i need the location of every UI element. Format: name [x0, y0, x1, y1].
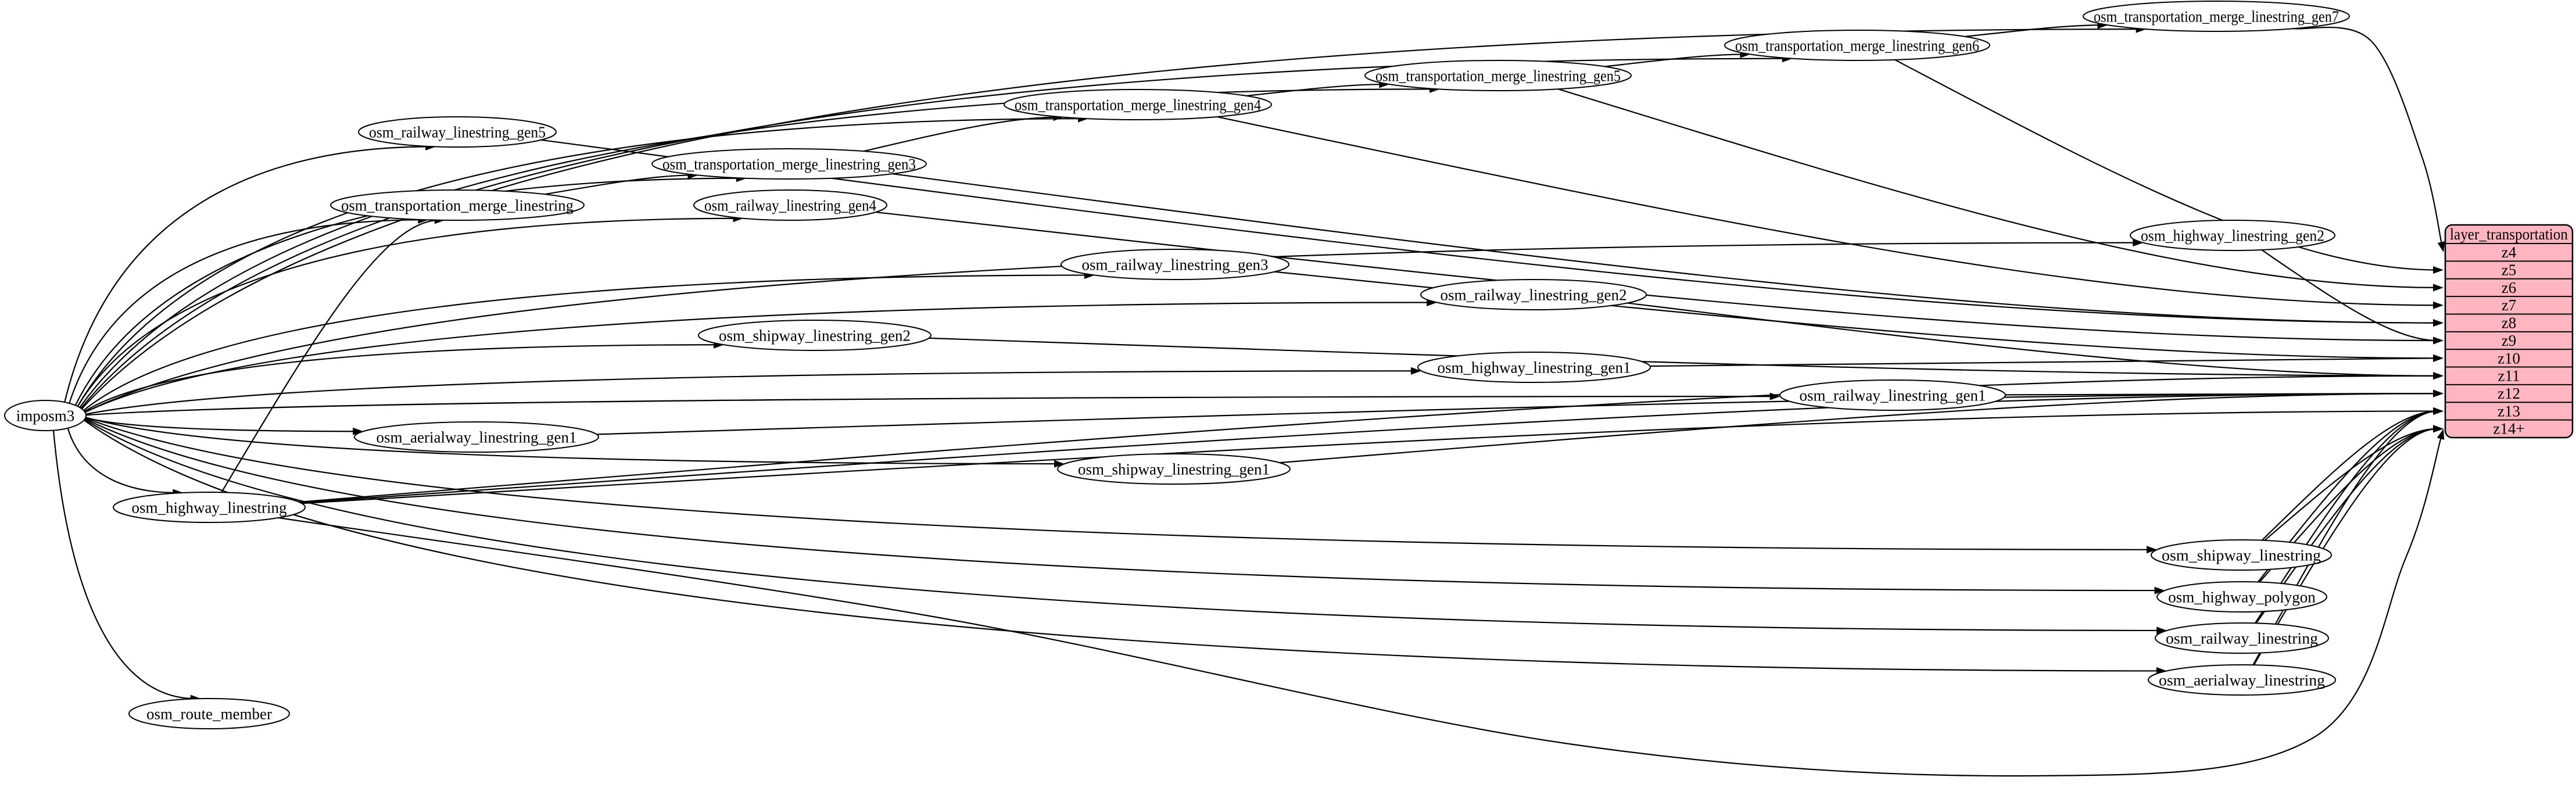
- node-osm_railway_linestring_gen3: [1061, 249, 1289, 280]
- table-row-z6: z6: [2501, 278, 2517, 296]
- node-osm_highway_linestring_gen2: [2130, 220, 2335, 250]
- edge-osm_railway_linestring_gen5-to-z8-arrowhead: [2433, 319, 2444, 327]
- edge-imposm3-to-osm_railway_linestring_gen3: [84, 271, 1095, 410]
- table-row-z9: z9: [2501, 331, 2517, 349]
- node-label: osm_railway_linestring_gen2: [1440, 286, 1627, 304]
- table-row-z7: z7: [2501, 296, 2517, 314]
- node-osm_railway_linestring_gen4: [694, 190, 887, 220]
- node-osm_transportation_merge_linestring_gen4: [1004, 89, 1271, 120]
- edge-osm_shipway_linestring-to-z13: [2262, 407, 2444, 540]
- node-osm_railway_linestring_gen5: [359, 117, 556, 147]
- edge-osm_transportation_merge_linestring-to-osm_transportation_merge_linestring_gen3: [545, 171, 698, 194]
- table-row-z13: z13: [2498, 402, 2520, 420]
- node-osm_highway_polygon: [2157, 582, 2327, 612]
- edge-osm_transportation_merge_linestring_gen6-to-z5-arrowhead: [2433, 266, 2444, 274]
- edge-osm_highway_linestring-to-z14+: [278, 429, 2444, 776]
- node-osm_route_member: [129, 699, 289, 729]
- node-osm_aerialway_linestring_gen1: [354, 422, 599, 452]
- edge-line: [929, 338, 2438, 376]
- node-osm_transportation_merge_linestring: [331, 190, 584, 220]
- edge-imposm3-to-osm_highway_linestring: [68, 428, 184, 497]
- node-label: osm_highway_polygon: [2168, 588, 2316, 606]
- node-label: osm_transportation_merge_linestring_gen3: [662, 155, 916, 173]
- node-label: osm_transportation_merge_linestring_gen5: [1375, 67, 1621, 85]
- node-osm_railway_linestring_gen2: [1421, 280, 1646, 310]
- edge-line: [1965, 25, 2102, 37]
- table-row-z5: z5: [2501, 261, 2517, 279]
- edge-osm_highway_linestring-to-z11: [299, 372, 2444, 502]
- edge-line: [1605, 54, 1745, 66]
- edge-osm_railway_linestring_gen4-to-z9-arrowhead: [2433, 337, 2444, 345]
- edge-osm_highway_linestring_gen2-to-z9: [2262, 250, 2444, 345]
- node-osm_transportation_merge_linestring_gen5: [1365, 60, 1631, 91]
- edge-osm_transportation_merge_linestring_gen7-to-z4: [2294, 27, 2445, 252]
- edge-osm_highway_polygon-to-z13-arrowhead: [2433, 407, 2444, 415]
- node-label: osm_shipway_linestring_gen1: [1078, 460, 1270, 478]
- edge-line: [300, 393, 2438, 503]
- node-label: imposm3: [16, 407, 75, 425]
- node-label: osm_highway_linestring: [131, 499, 287, 517]
- node-label: osm_railway_linestring_gen3: [1081, 256, 1269, 274]
- node-osm_highway_linestring: [113, 492, 305, 522]
- node-label: osm_shipway_linestring_gen2: [719, 327, 911, 345]
- node-osm_shipway_linestring_gen2: [698, 320, 931, 350]
- node-label: osm_railway_linestring: [2166, 629, 2318, 647]
- node-osm_shipway_linestring: [2151, 540, 2331, 570]
- node-osm_transportation_merge_linestring_gen3: [652, 149, 926, 179]
- edge-osm_transportation_merge_linestring_gen5-to-z6: [1558, 89, 2444, 291]
- node-label: osm_railway_linestring_gen4: [704, 196, 877, 214]
- edge-line: [69, 220, 422, 403]
- node-label: osm_transportation_merge_linestring_gen7: [2094, 8, 2339, 26]
- table-row-z10: z10: [2498, 349, 2520, 367]
- node-label: osm_transportation_merge_linestring_gen4: [1015, 96, 1262, 114]
- edge-line: [82, 29, 2141, 409]
- edge-osm_railway_linestring_gen2-to-z11: [1627, 303, 2444, 379]
- node-label: osm_railway_linestring_gen5: [369, 123, 546, 141]
- edge-line: [2265, 429, 2438, 540]
- node-label: osm_transportation_merge_linestring: [341, 196, 574, 214]
- edge-osm_shipway_linestring_gen1-to-z12-arrowhead: [2433, 390, 2444, 398]
- node-label: osm_highway_linestring_gen1: [1437, 359, 1631, 377]
- edge-osm_transportation_merge_linestring_gen4-to-osm_transportation_merge_linestring_gen5: [1246, 81, 1389, 96]
- node-osm_highway_linestring_gen1: [1418, 352, 1650, 382]
- table-row-z14+: z14+: [2493, 420, 2525, 438]
- edge-osm_shipway_linestring_gen2-to-z11: [929, 338, 2444, 379]
- edge-line: [68, 428, 178, 493]
- edge-line: [1217, 117, 2438, 305]
- edge-line: [86, 396, 1775, 415]
- node-label: osm_railway_linestring_gen1: [1799, 386, 1986, 404]
- edge-imposm3-to-osm_railway_linestring_gen1-arrowhead: [1770, 393, 1780, 400]
- edge-imposm3-to-osm_railway_linestring_gen5: [65, 143, 436, 402]
- node-label: osm_aerialway_linestring: [2159, 671, 2325, 689]
- table-row-z4: z4: [2501, 243, 2517, 262]
- edge-osm_transportation_merge_linestring_gen4-to-z7: [1217, 117, 2444, 309]
- edge-line: [2262, 250, 2438, 341]
- node-label: osm_highway_linestring_gen2: [2141, 227, 2324, 245]
- node-imposm3: [5, 400, 86, 431]
- edge-line: [85, 302, 1431, 412]
- node-osm_railway_linestring: [2155, 623, 2328, 653]
- edge-osm_transportation_merge_linestring_gen4-to-z7-arrowhead: [2433, 302, 2444, 309]
- node-osm_shipway_linestring_gen1: [1058, 454, 1290, 484]
- edge-osm_transportation_merge_linestring_gen5-to-z6-arrowhead: [2433, 284, 2444, 291]
- layer-table-title: layer_transportation: [2450, 225, 2568, 243]
- edge-osm_transportation_merge_linestring_gen7-to-z4-arrowhead: [2438, 241, 2445, 252]
- edge-line: [302, 411, 2438, 503]
- edge-osm_shipway_linestring_gen2-to-z11-arrowhead: [2433, 372, 2444, 379]
- layer-table: [2445, 225, 2573, 438]
- edge-imposm3-to-osm_railway_linestring_gen1: [86, 393, 1780, 416]
- node-osm_railway_linestring_gen1: [1780, 380, 2005, 410]
- node-osm_aerialway_linestring: [2148, 665, 2335, 695]
- edge-imposm3-to-osm_route_member: [53, 430, 201, 702]
- table-row-z11: z11: [2498, 367, 2520, 385]
- table-row-z12: z12: [2498, 385, 2520, 403]
- node-label: osm_shipway_linestring: [2162, 546, 2321, 564]
- edge-osm_railway_linestring_gen3-to-z10-arrowhead: [2433, 354, 2444, 362]
- edge-line: [1558, 89, 2438, 288]
- node-label: osm_route_member: [146, 705, 272, 723]
- edge-imposm3-to-osm_transportation_merge_linestring: [69, 216, 428, 403]
- node-osm_transportation_merge_linestring_gen6: [1725, 30, 1990, 60]
- node-label: osm_aerialway_linestring_gen1: [376, 428, 577, 446]
- edge-line: [85, 417, 357, 431]
- node-label: osm_transportation_merge_linestring_gen6: [1735, 37, 1979, 55]
- edge-osm_shipway_linestring-to-z14+: [2265, 425, 2444, 540]
- table-row-z8: z8: [2501, 314, 2517, 332]
- node-osm_transportation_merge_linestring_gen7: [2083, 1, 2349, 31]
- edge-osm_highway_linestring-to-osm_transportation_merge_linestring: [221, 216, 445, 492]
- edge-line: [84, 275, 1089, 410]
- edge-line: [65, 146, 430, 402]
- edge-osm_highway_linestring-to-z12: [300, 390, 2444, 503]
- edge-imposm3-to-osm_railway_linestring_gen2: [85, 299, 1437, 412]
- edge-line: [2294, 27, 2442, 246]
